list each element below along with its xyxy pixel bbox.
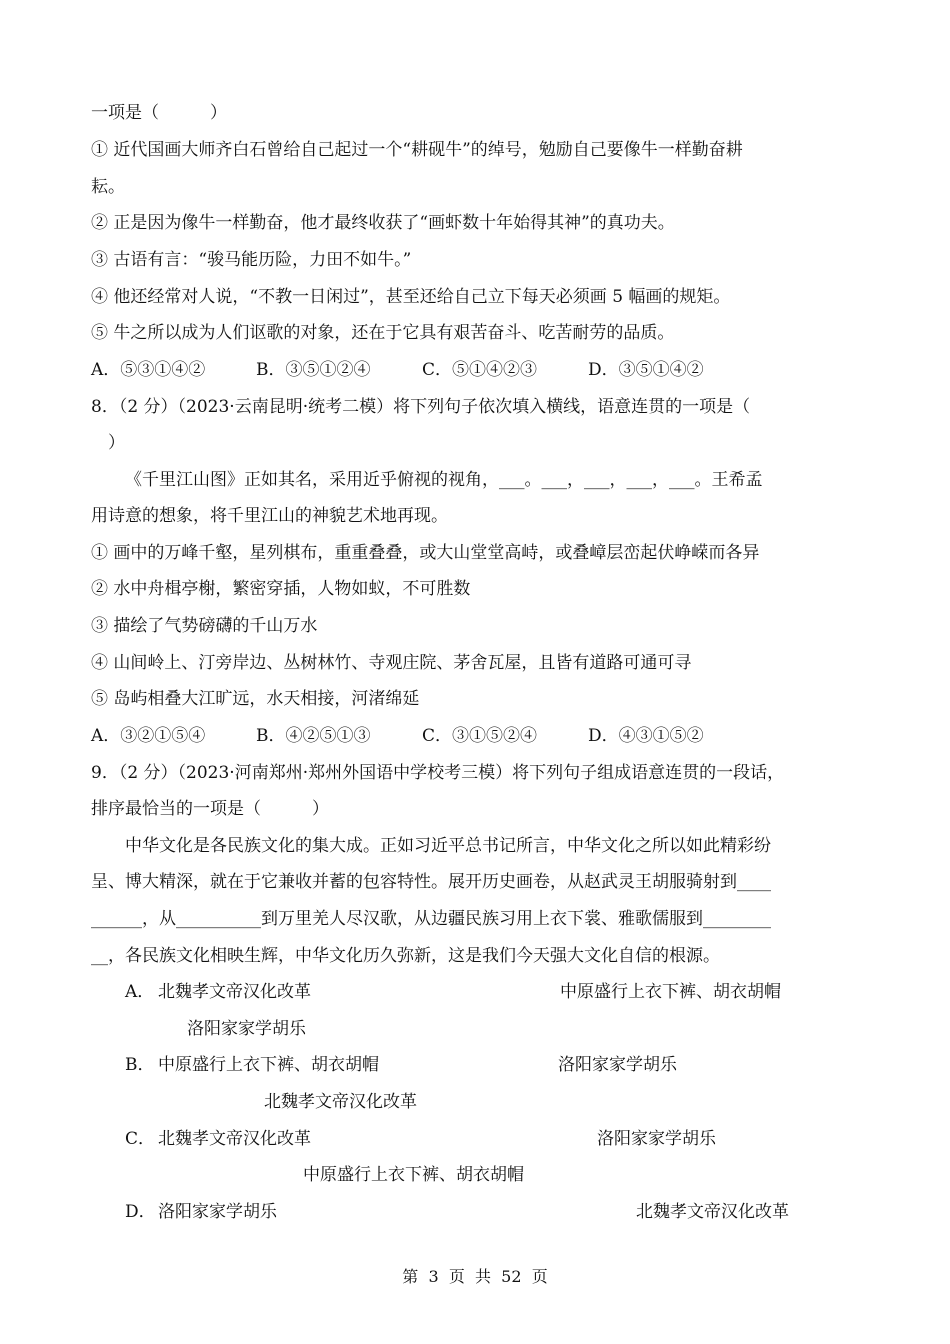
q7-option-b[interactable]: B．③⑤①②④: [256, 360, 371, 380]
q8-option-a[interactable]: A．③②①⑤④: [91, 726, 206, 746]
q9-option-b-choice-2: 洛阳家家学胡乐: [558, 1055, 677, 1075]
q8-stem: 8．（2 分）（2023·云南昆明·统考二模）将下列句子依次填入横线，语意连贯的一项是（: [91, 397, 751, 417]
q9-option-c-choice-3: 中原盛行上衣下裤、胡衣胡帽: [303, 1165, 524, 1185]
q9-option-a-label: A．: [125, 982, 155, 1002]
q7-option-a[interactable]: A．⑤③①④②: [91, 360, 206, 380]
q9-option-d-label: D．: [125, 1202, 156, 1222]
q7-item-1-cont: 耘。: [91, 177, 125, 197]
q8-item-2: ② 水中舟楫亭榭，繁密穿插，人物如蚁，不可胜数: [91, 579, 471, 599]
q9-stem: 9．（2 分）（2023·河南郑州·郑州外国语中学校考三模）将下列句子组成语意连贯的一段话，: [91, 763, 785, 783]
q7-stem-tail: 一项是（ ）: [91, 103, 227, 123]
q8-passage-line-1: 《千里江山图》正如其名，采用近乎俯视的视角，___。___，___，___，___。王希孟: [125, 470, 763, 490]
page-number-footer: 第 3 页 共 52 页: [402, 1267, 548, 1286]
q8-option-c[interactable]: C．③①⑤②④: [422, 726, 538, 746]
q9-option-b-choice-3: 北魏孝文帝汉化改革: [264, 1092, 417, 1112]
q9-option-d-choice-2: 北魏孝文帝汉化改革: [636, 1202, 789, 1222]
q9-passage-line-3: ______，从__________到万里羌人尽汉歌，从边疆民族习用上衣下裳、雅歌儒服到________: [91, 909, 771, 929]
q9-passage-line-4: __，各民族文化相映生辉，中华文化历久弥新，这是我们今天强大文化自信的根源。: [91, 946, 720, 966]
q8-item-4: ④ 山间岭上、汀旁岸边、丛树林竹、寺观庄院、茅舍瓦屋，且皆有道路可通可寻: [91, 653, 692, 673]
q9-passage-line-2: 呈、博大精深，就在于它兼收并蓄的包容特性。展开历史画卷，从赵武灵王胡服骑射到____: [91, 872, 771, 892]
q7-item-3: ③ 古语有言：“骏马能历险，力田不如牛。”: [91, 250, 412, 270]
q9-option-a-choice-2: 中原盛行上衣下裤、胡衣胡帽: [560, 982, 781, 1002]
q8-passage-line-2: 用诗意的想象，将千里江山的神貌艺术地再现。: [91, 506, 448, 526]
q9-option-d-choice-1: 洛阳家家学胡乐: [158, 1202, 277, 1222]
q8-option-d[interactable]: D．④③①⑤②: [588, 726, 704, 746]
q9-option-c-label: C．: [125, 1129, 156, 1149]
q9-option-a-choice-3: 洛阳家家学胡乐: [187, 1019, 306, 1039]
q8-item-3: ③ 描绘了气势磅礴的千山万水: [91, 616, 318, 636]
q7-item-1: ① 近代国画大师齐白石曾给自己起过一个“耕砚牛”的绰号，勉励自己要像牛一样勤奋耕: [91, 140, 743, 160]
q9-option-c-choice-1: 北魏孝文帝汉化改革: [158, 1129, 311, 1149]
q9-option-a-choice-1: 北魏孝文帝汉化改革: [158, 982, 311, 1002]
q9-passage-line-1: 中华文化是各民族文化的集大成。正如习近平总书记所言，中华文化之所以如此精彩纷: [125, 836, 771, 856]
q8-item-5: ⑤ 岛屿相叠大江旷远，水天相接，河渚绵延: [91, 689, 420, 709]
q8-option-b[interactable]: B．④②⑤①③: [256, 726, 371, 746]
q7-item-5: ⑤ 牛之所以成为人们讴歌的对象，还在于它具有艰苦奋斗、吃苦耐劳的品质。: [91, 323, 675, 343]
q7-option-c[interactable]: C．⑤①④②③: [422, 360, 538, 380]
q7-option-d[interactable]: D．③⑤①④②: [588, 360, 704, 380]
q9-option-b-label: B．: [125, 1055, 155, 1075]
q9-option-b-choice-1: 中原盛行上衣下裤、胡衣胡帽: [158, 1055, 379, 1075]
q7-item-2: ② 正是因为像牛一样勤奋，他才最终收获了“画虾数十年始得其神”的真功夫。: [91, 213, 675, 233]
q9-option-c-choice-2: 洛阳家家学胡乐: [597, 1129, 716, 1149]
q9-stem-cont: 排序最恰当的一项是（ ）: [91, 799, 329, 819]
q8-stem-cont: ）: [91, 433, 125, 453]
q7-item-4: ④ 他还经常对人说，“不教一日闲过”，甚至还给自己立下每天必须画 5 幅画的规矩。: [91, 287, 731, 307]
q8-item-1: ① 画中的万峰千壑，星列棋布，重重叠叠，或大山堂堂高峙，或叠嶂层峦起伏峥嵘而各异: [91, 543, 760, 563]
